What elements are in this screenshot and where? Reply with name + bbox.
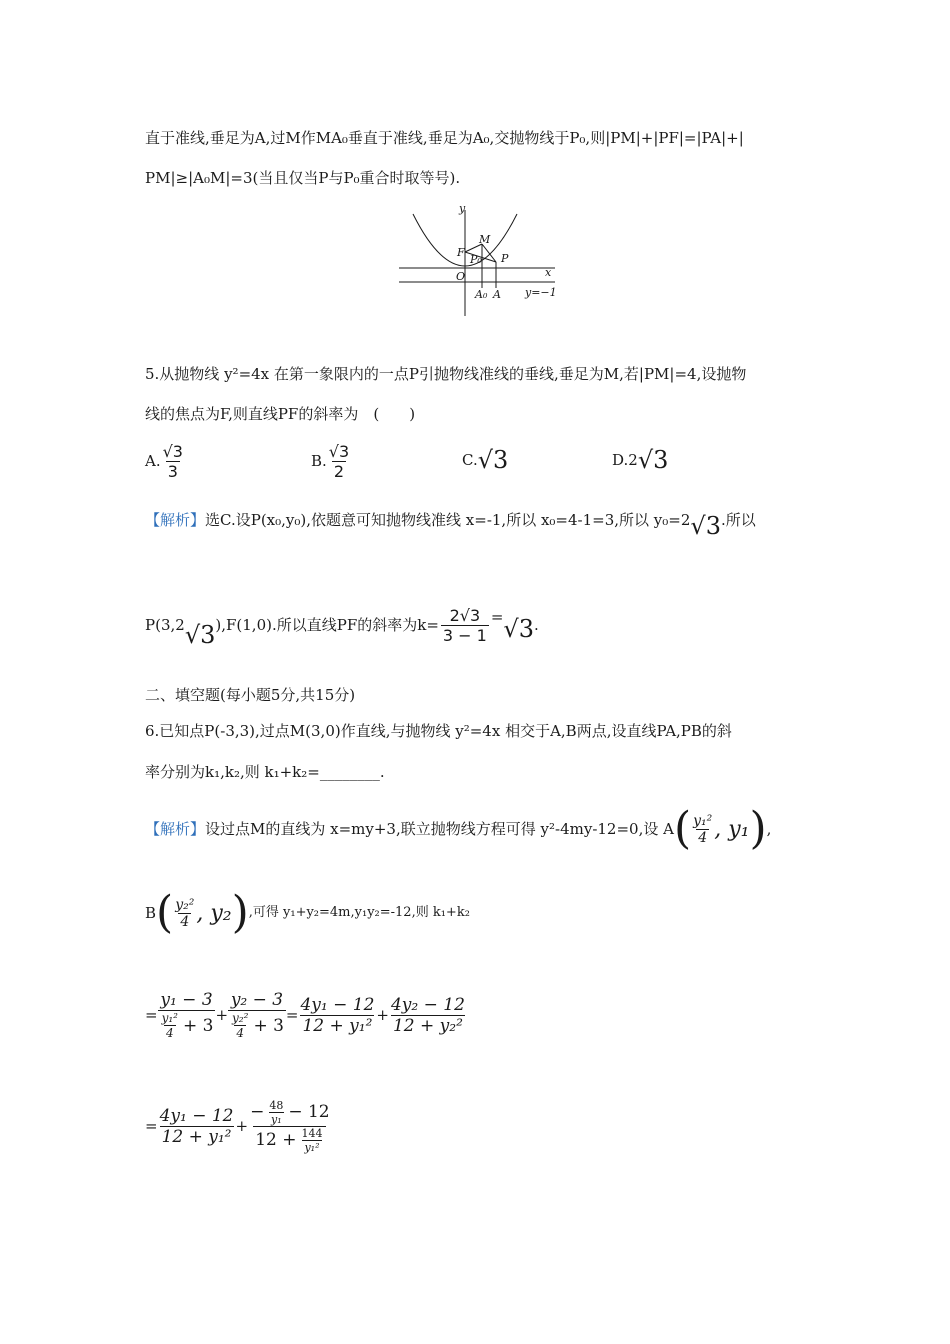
solution-text: P(3,2 (145, 616, 185, 634)
fraction-denominator: 2 (333, 461, 345, 481)
text-line: PM|≥|A₀M|=3(当且仅当P与P₀重合时取等号). (145, 169, 461, 187)
fraction (158, 1106, 236, 1147)
option-D (612, 442, 668, 478)
directrix-label: y=−1 (525, 286, 557, 299)
operator: + (215, 1006, 229, 1024)
q5-solution-line1 (145, 500, 756, 540)
comma: , (766, 820, 772, 838)
question-6-line1: 6.已知点P(-3,3),过点M(3,0)作直线,与抛物线 y²=4x 相交于A,B两点,设直线PA,PB的斜 (145, 722, 732, 740)
F-label: F (457, 246, 465, 259)
fraction-numerator: y₁² (161, 1011, 178, 1025)
fraction-numerator: 4y₂ − 12 (390, 994, 465, 1015)
option-prefix: 2 (628, 451, 638, 469)
option-fraction (327, 442, 351, 481)
inner-fraction (230, 1011, 250, 1040)
option-B (311, 434, 351, 488)
question-5-line2: 线的焦点为F,则直线PF的斜率为 ( ) (145, 405, 416, 423)
q6-solution-line2 (145, 884, 470, 942)
point-A-fraction (691, 813, 714, 846)
fraction-denominator: 3 − 1 (442, 625, 487, 645)
question-6-line2: 率分别为k₁,k₂,则 k₁+k₂=________. (145, 763, 385, 781)
period: . (533, 616, 539, 634)
fraction (389, 995, 467, 1036)
denominator-tail: + 3 (182, 1015, 214, 1036)
origin-label: O (456, 270, 466, 283)
option-letter: B. (311, 452, 327, 470)
solution-label: 【解析】 (145, 511, 206, 529)
operator: = (285, 1006, 299, 1024)
fraction-numerator (248, 1099, 332, 1126)
text-line: 直于准线,垂足为A,过M作MA₀垂直于准线,垂足为A₀,交抛物线于P₀,则|PM|+|PF|=|PA|+| (145, 129, 744, 147)
option-fraction (161, 442, 185, 481)
fraction-denominator: 4 (165, 1026, 174, 1040)
fraction-denominator: 3 (167, 461, 178, 481)
fraction-numerator: 2√3 (449, 605, 481, 625)
fraction-numerator: √3 (328, 441, 350, 461)
fraction-numerator: y₂² (232, 1011, 249, 1025)
option-letter: D. (612, 451, 629, 469)
denominator-tail: + 3 (253, 1015, 284, 1036)
fraction-denominator: 12 + y₁² (302, 1015, 373, 1036)
option-value: √3 (477, 446, 509, 474)
option-letter: A. (145, 452, 161, 470)
fraction-numerator: y₁² (693, 812, 713, 829)
numerator-tail: − 12 (288, 1102, 330, 1122)
option-letter: C. (462, 451, 478, 469)
fraction-numerator: 144 (301, 1126, 323, 1140)
point-B-prefix: B (145, 904, 157, 922)
slope-fraction (441, 606, 489, 645)
fraction-denominator: 4 (180, 913, 190, 930)
A-label: A (493, 288, 501, 301)
fraction-denominator (228, 1010, 286, 1040)
fraction-numerator: 4y₁ − 12 (159, 1105, 234, 1126)
radical: √3 (690, 512, 721, 540)
complex-fraction (158, 990, 216, 1040)
operator: = (145, 1006, 158, 1024)
solution-text: .所以 (720, 511, 756, 529)
fraction-denominator: 4 (698, 829, 708, 846)
fraction-denominator (253, 1126, 326, 1154)
complex-fraction (248, 1099, 332, 1154)
question-5-line1: 5.从抛物线 y²=4x 在第一象限内的一点P引抛物线准线的垂线,垂足为M,若|PM|=4,设抛物 (145, 365, 747, 383)
solution-text: 选C.设P(x₀,y₀),依题意可知抛物线准线 x=-1,所以 x₀=4-1=3,所以 y₀=2 (205, 511, 691, 529)
P0-label: P₀ (470, 253, 482, 266)
solution-label: 【解析】 (145, 820, 206, 838)
P-label: P (501, 252, 509, 265)
q5-solution-line2 (145, 598, 539, 652)
inner-fraction (267, 1099, 285, 1126)
left-paren: ( (673, 803, 692, 854)
inner-fraction (160, 1011, 180, 1040)
fraction-denominator: y₁ (271, 1112, 282, 1126)
section-heading: 二、填空题(每小题5分,共15分) (145, 686, 356, 704)
option-A (145, 434, 185, 488)
minus-sign: − (250, 1102, 265, 1122)
fraction-denominator: y₁² (304, 1140, 320, 1154)
operator: + (376, 1006, 389, 1024)
radical: √3 (184, 621, 216, 649)
point-B-fraction (173, 897, 196, 930)
M-label: M (479, 233, 491, 246)
point-A-y: , y₁ (714, 816, 750, 842)
fraction-numerator: 48 (269, 1098, 284, 1112)
equation-line-2 (145, 1078, 332, 1174)
solution-text: ),F(1,0).所以直线PF的斜率为k= (215, 616, 439, 634)
equation-line-1 (145, 975, 467, 1055)
fraction-numerator: y₁ − 3 (160, 990, 213, 1010)
fraction-denominator: 12 + y₁² (161, 1126, 232, 1147)
operator: = (145, 1117, 158, 1135)
parabola-figure (395, 200, 565, 318)
fraction-numerator: √3 (162, 441, 183, 461)
fraction-numerator: y₂ − 3 (230, 990, 284, 1010)
option-C (462, 442, 508, 478)
A0-label: A₀ (475, 288, 488, 301)
fraction-numerator: 4y₁ − 12 (300, 994, 375, 1015)
fraction-numerator: y₂² (175, 896, 195, 913)
option-value: √3 (637, 446, 669, 474)
right-paren: ) (749, 803, 767, 854)
x-axis-label: x (545, 266, 552, 279)
fraction-denominator: 12 + y₂² (392, 1015, 463, 1036)
solution-text: ,可得 y₁+y₂=4m,y₁y₂=-12,则 k₁+k₂ (248, 905, 470, 920)
inner-fraction (299, 1127, 324, 1154)
y-axis-label: y (459, 202, 466, 215)
equals: = (490, 608, 504, 626)
q6-solution-line1 (145, 800, 771, 858)
point-B-y: , y₂ (196, 900, 232, 926)
denominator-head: 12 + (255, 1130, 297, 1150)
solution-text: 设过点M的直线为 x=my+3,联立抛物线方程可得 y²-4my-12=0,设 A (205, 820, 674, 838)
complex-fraction (228, 990, 286, 1040)
fraction-denominator: 4 (236, 1026, 245, 1040)
right-paren: ) (231, 887, 249, 938)
operator: + (235, 1117, 249, 1135)
fraction (298, 995, 376, 1036)
radical: √3 (503, 615, 534, 643)
left-paren: ( (156, 887, 174, 938)
fraction-denominator (158, 1010, 216, 1040)
